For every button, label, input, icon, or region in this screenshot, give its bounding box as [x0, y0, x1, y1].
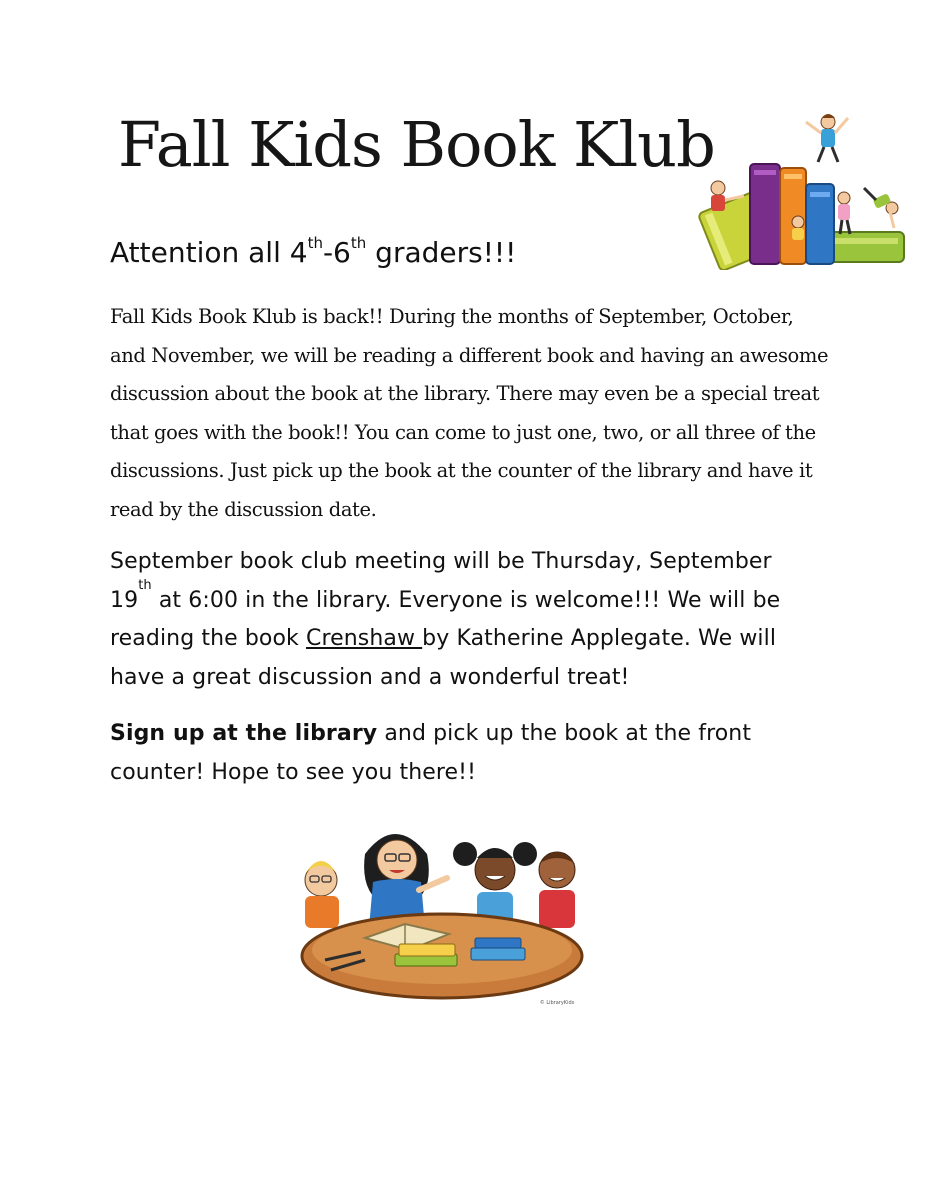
meeting-paragraph	[110, 543, 810, 697]
audience-heading-prefix: Attention all 4	[110, 236, 308, 269]
signup-paragraph	[110, 714, 810, 792]
meeting-date-sup: th	[138, 577, 152, 593]
intro-paragraph: Fall Kids Book Klub is back!! During the months of September, October, and November, we will be reading a different book and having an awesome discussion about the book at the library. There may even be a special treat that goes with the book!! You can come to just one, two, or all three of the discussions. Just pick up the book at the counter of the library and have it read by the discussion date.	[110, 305, 829, 521]
book-title: Crenshaw	[305, 626, 423, 651]
illustration-credit: © LibraryKids	[539, 1000, 575, 1006]
audience-heading-middle: -6	[322, 236, 351, 269]
teacher-and-kids-reading-illustration	[295, 814, 590, 1009]
stacked-books-with-kids-illustration	[698, 108, 908, 270]
audience-heading-suffix: graders!!!	[366, 236, 517, 269]
page-title: Fall Kids Book Klub	[118, 108, 715, 181]
audience-heading-sup1: th	[307, 234, 323, 252]
meeting-text-1: September book club meeting will be Thursday, September 19	[110, 549, 772, 613]
signup-emphasis: Sign up at the library	[110, 721, 378, 746]
meeting-text-3: by Katherine Applegate. We will have a great discussion and a wonderful treat!	[110, 626, 777, 690]
audience-heading-sup2: th	[350, 234, 367, 252]
audience-heading	[110, 236, 516, 269]
signup-text: and pick up the book at the front counter! Hope to see you there!!	[110, 721, 752, 785]
meeting-text-2: at 6:00 in the library. Everyone is welcome!!! We will be reading the book	[110, 587, 781, 651]
